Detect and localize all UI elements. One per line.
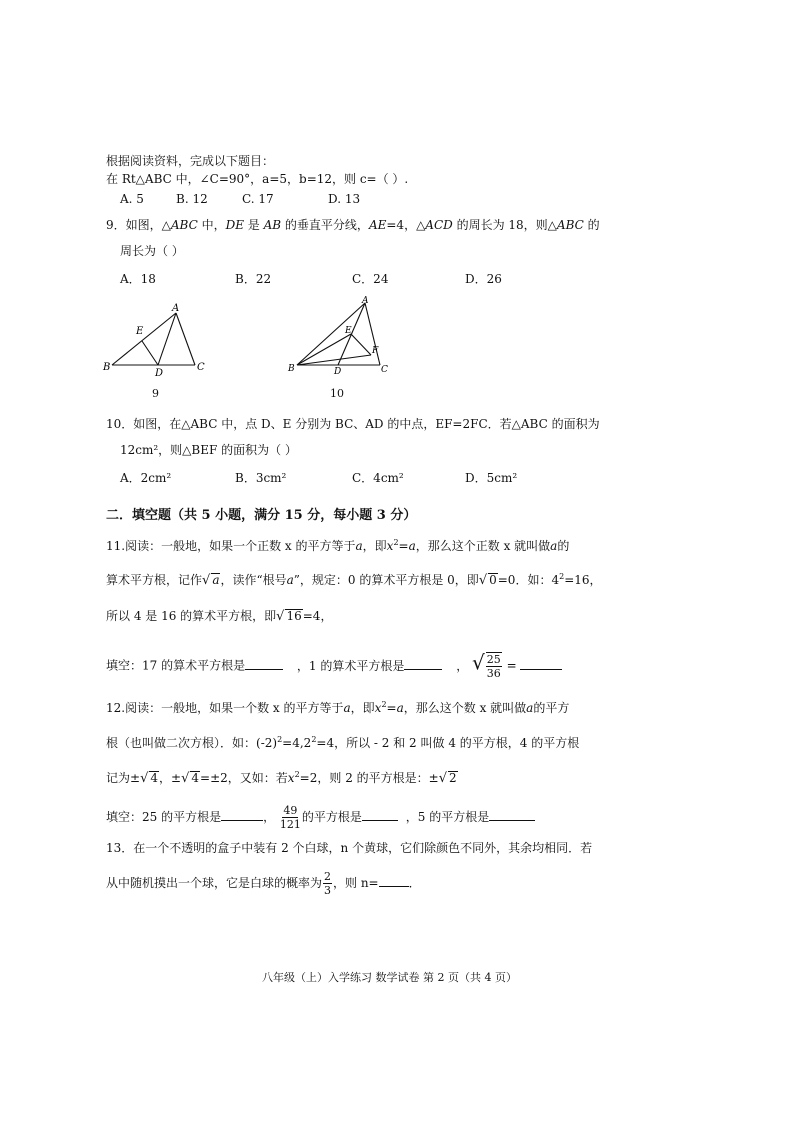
section-2-title: 二．填空题（共 5 小题，满分 15 分，每小题 3 分） — [106, 508, 417, 523]
q10-option-c: C．4cm² — [352, 471, 404, 485]
q10-option-d: D．5cm² — [465, 471, 518, 485]
q13-line-1: 13．在一个不透明的盒子中装有 2 个白球，n 个黄球，它们除颜色不同外，其余均相同．若 — [106, 841, 593, 855]
figure-9 — [100, 300, 220, 380]
q11-answer-blank-1[interactable] — [245, 657, 283, 670]
intro-option-c: C. 17 — [242, 192, 274, 206]
q12-line-1: 12.阅读：一般地，如果一个数 x 的平方等于a，即$x^2=a$，那么这个数 x 就叫做a的平方 — [106, 700, 570, 715]
fig9-label-c: C — [197, 362, 205, 373]
q12-line-2: 根（也叫做二次方根）．如：$(-2)^2=4,2^2=4$，所以 - 2 和 2 叫做 4 的平方根，4 的平方根 — [106, 735, 580, 750]
q9-option-c: C．24 — [352, 272, 389, 286]
fig10-label-b: B — [288, 364, 295, 374]
figure-9-caption: 9 — [152, 387, 159, 400]
q10-stem-line-2: 12cm²，则△BEF 的面积为（ ） — [120, 443, 297, 457]
fig9-label-e: E — [136, 326, 144, 337]
q9-stem-line-1: 9．如图，△ABC 中，DE 是 AB 的垂直平分线，AE=4，△ACD 的周长为 18，则△ABC 的 — [106, 218, 600, 232]
q9-option-a: A．18 — [120, 272, 156, 286]
q10-stem-line-1: 10．如图，在△ABC 中，点 D、E 分别为 BC、AD 的中点，EF=2FC．若△ABC 的面积为 — [106, 417, 600, 431]
intro-line-1: 根据阅读资料，完成以下题目： — [106, 154, 275, 168]
q9-stem-line-2: 周长为（ ） — [120, 244, 184, 258]
q10-option-a: A．2cm² — [120, 471, 172, 485]
q11-line-3: 所以 4 是 16 的算术平方根，即√ 16=4， — [106, 609, 333, 624]
q11-line-1: 11.阅读：一般地，如果一个正数 x 的平方等于a，即$x^2=a$，那么这个正数 x 就叫做a的 — [106, 538, 570, 553]
fig10-label-f: F — [372, 346, 379, 356]
q12-line-3: 记为±√ 4，±√ 4=±2，又如：若$x^2=2$，则 2 的平方根是：±√ 2 — [106, 770, 457, 786]
q12-answer-blank-1[interactable] — [221, 808, 263, 821]
fig10-label-d: D — [334, 367, 342, 377]
q11-fill-line: 填空：17 的算术平方根是 ，1 的算术平方根是 ， √ $\frac{25}{36}$ = — [106, 652, 562, 680]
q9-option-d: D．26 — [465, 272, 502, 286]
intro-line-2: 在 Rt△ABC 中，∠C=90°，a=5，b=12，则 c=（ ）. — [106, 172, 409, 186]
q11-answer-blank-2[interactable] — [404, 657, 442, 670]
intro-option-a: A. 5 — [120, 192, 144, 206]
fig9-label-b: B — [103, 362, 111, 373]
q13-line-2: 从中随机摸出一个球，它是白球的概率为 $\frac{2}{3}$ ，则 n= ． — [106, 870, 421, 897]
q12-fill-line: 填空：25 的平方根是 ， $\frac{49}{121}$ 的平方根是 ，5 的平方根是 — [106, 804, 535, 831]
q11-line-2: 算术平方根，记作√ a，读作“根号a”，规定：0 的算术平方根是 0，即√ 0=0．如：$4^2=16$， — [106, 572, 602, 588]
q10-option-b: B．3cm² — [235, 471, 287, 485]
fig10-label-e: E — [345, 326, 352, 336]
fig9-label-a: A — [172, 303, 180, 314]
q9-option-b: B．22 — [235, 272, 272, 286]
page-footer: 八年级（上）入学练习 数学试卷 第 2 页（共 4 页） — [262, 971, 517, 984]
figure-10 — [285, 295, 395, 380]
q11-answer-blank-3[interactable] — [520, 657, 562, 670]
fig9-label-d: D — [155, 368, 164, 379]
fig10-label-a: A — [362, 296, 369, 306]
intro-option-b: B. 12 — [176, 192, 208, 206]
fig10-label-c: C — [381, 365, 388, 375]
intro-option-d: D. 13 — [328, 192, 361, 206]
q12-answer-blank-3[interactable] — [489, 808, 535, 821]
q13-answer-blank[interactable] — [379, 874, 409, 887]
q12-answer-blank-2[interactable] — [362, 808, 398, 821]
figure-10-caption: 10 — [330, 387, 344, 400]
